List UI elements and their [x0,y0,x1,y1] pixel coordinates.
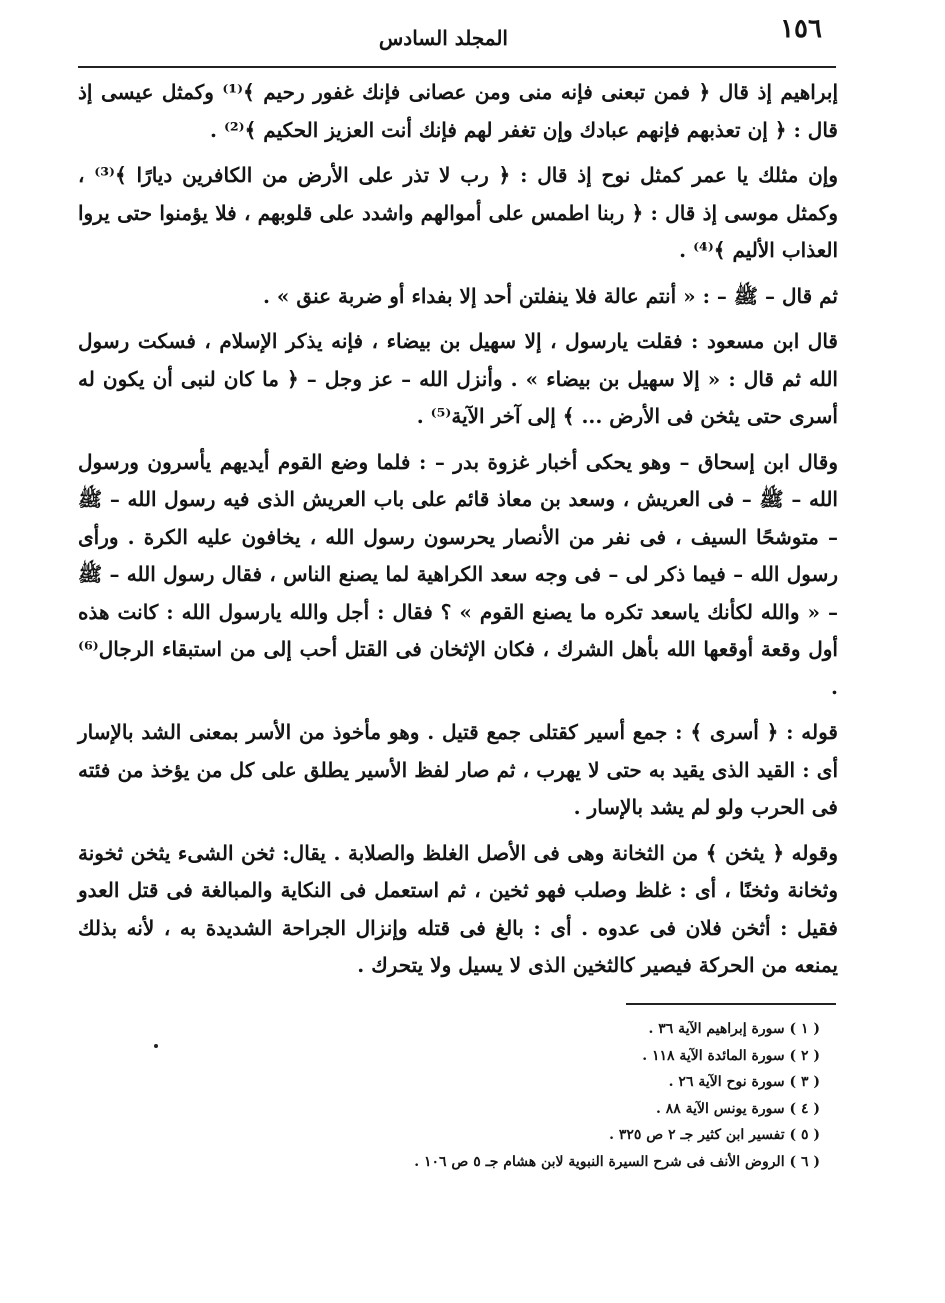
paragraph: ثم قال – ﷺ – : « أنتم عالة فلا ينفلتن أحد إلا بفداء أو ضربة عنق » . [263,283,838,308]
paragraph: إبراهيم إذ قال ﴿ فمن تبعنى فإنه منى ومن عصانى فإنك غفور رحيم ﴾⁽¹⁾ وكمثل عيسى إذ قال : ﴿ إن تعذبهم فإنهم عبادك وإن تغفر لهم فإنك أنت العزيز الحكيم ﴾⁽²⁾ . [78,80,839,142]
footnote-4: ( ٤ ) سورة يونس الآية ٨٨ . [655,1100,820,1117]
header-divider [78,66,836,68]
page-header [78,14,828,54]
ink-speck [154,1044,158,1048]
paragraph: وإن مثلك يا عمر كمثل نوح إذ قال : ﴿ رب لا تذر على الأرض من الكافرين ديارًا ﴾⁽³⁾ ، وكمثل موسى إذ قال : ﴿ ربنا اطمس على أموالهم واشدد على قلوبهم ، فلا يؤمنوا حتى يروا العذاب الأليم ﴾⁽⁴⁾ . [78,163,839,262]
paragraph: قوله : ﴿ أسرى ﴾ : جمع أسير كقتلى جمع قتيل . وهو مأخوذ من الأسر بمعنى الشد بالإسار أى : القيد الذى يقيد به حتى لا يهرب ، ثم صار لفظ الأسير يطلق على كل من يؤخذ من فئته فى الحرب ولو لم يشد بالإسار . [78,720,838,819]
paragraph: وقال ابن إسحاق – وهو يحكى أخبار غزوة بدر – : فلما وضع القوم أيديهم يأسرون ورسول الله – ﷺ – فى العريش ، وسعد بن معاذ قائم على باب العريش الذى فيه رسول الله – ﷺ – متوشحًا السيف ، فى نفر من الأنصار يحرسون رسول الله ، يخافون عليه الكرة . ورأى رسول الله – فيما ذكر لى – فى وجه سعد الكراهية لما يصنع الناس ، فقال رسول الله – ﷺ – « والله لكأنك ياسعد تكره ما يصنع القوم » ؟ فقال : أجل والله يارسول الله : كانت هذه أول وقعة أوقعها الله بأهل الشرك ، فكان الإثخان فى القتل أحب إلى من استبقاء الرجال⁽⁶⁾ . [78,449,838,699]
footnote-1: ( ١ ) سورة إبراهيم الآية ٣٦ . [648,1021,820,1037]
main-text [78,74,838,993]
running-title: المجلد السادس [378,26,508,50]
footnote-2: ( ٢ ) سورة المائدة الآية ١١٨ . [642,1047,820,1064]
footnote-5: ( ٥ ) تفسير ابن كثير جـ ٢ ص ٣٢٥ . [609,1127,820,1143]
footnote-divider [626,1003,836,1005]
paragraph: وقوله ﴿ يثخن ﴾ من الثخانة وهى فى الأصل الغلظ والصلابة . يقال: ثخن الشىء يثخن ثخونة وثخانة وثخنًا ، أى : غلظ وصلب فهو ثخين ، ثم استعمل فى النكاية والمبالغة فى قتل العدو فقيل : أثخن فلان فى عدوه . أى : بالغ فى قتله وإنزال الجراحة الشديدة به ، لأنه بذلك يمنعه من الحركة فيصير كالثخين الذى لا يسيل ولا يتحرك . [78,840,838,977]
page-number: ١٥٦ [780,14,822,44]
footnote-3: ( ٣ ) سورة نوح الآية ٢٦ . [668,1074,820,1090]
paragraph: قال ابن مسعود : فقلت يارسول ، إلا سهيل بن بيضاء ، فإنه يذكر الإسلام ، فسكت رسول الله ثم قال : « إلا سهيل بن بيضاء » . وأنزل الله – عز وجل – ﴿ ما كان لنبى أن يكون له أسرى حتى يثخن فى الأرض ... ﴾ إلى آخر الآية⁽⁵⁾ . [78,329,838,428]
footnotes [300,1016,820,1175]
footnote-6: ( ٦ ) الروض الأنف فى شرح السيرة النبوية لابن هشام جـ ٥ ص ١٠٦ . [414,1153,820,1170]
